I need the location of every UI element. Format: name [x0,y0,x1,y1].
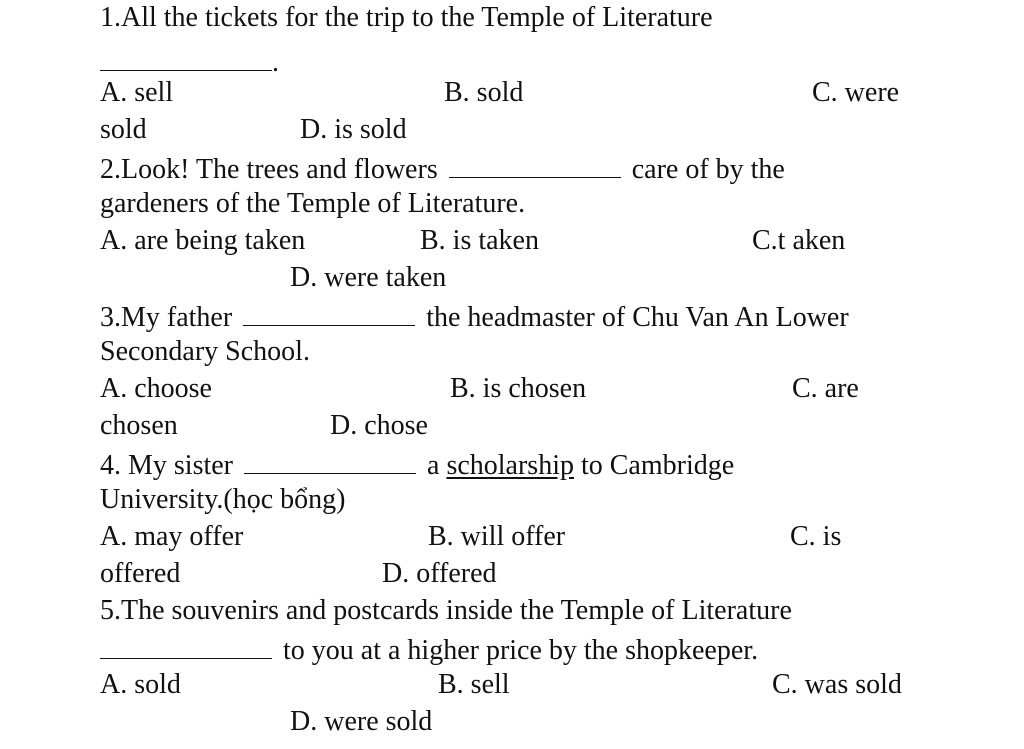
q4-stem-line2: University.(học bổng) [100,484,346,515]
q2-stem-before: 2.Look! The trees and flowers [100,154,438,185]
q1-option-a: A. sell [100,77,174,108]
q1-option-d: D. is sold [300,114,407,145]
q4-option-d: D. offered [382,558,497,589]
q4-option-a: A. may offer [100,521,244,552]
q5-option-a: A. sold [100,669,181,700]
q3-stem-after: the headmaster of Chu Van An Lower [426,302,849,333]
q1-option-b: B. sold [444,77,524,108]
q2-stem-after: care of by the [631,154,785,185]
q5-stem-after: to you at a higher price by the shopkeeper. [283,635,759,666]
q2-stem-line2: gardeners of the Temple of Literature. [100,188,526,219]
q4-option-c: C. is [790,521,842,552]
q5-option-d: D. were sold [290,706,433,737]
q3-blank [243,299,415,326]
q1-blank [100,44,272,71]
q3-stem-before: 3.My father [100,302,233,333]
q4-stem-after: to Cambridge [580,450,735,481]
q3-stem [100,299,849,334]
q2-option-c: C.t aken [752,225,846,256]
q3-option-a: A. choose [100,373,212,404]
q1-period: . [272,47,279,78]
q3-option-d: D. chose [330,410,428,441]
q3-stem-line2: Secondary School. [100,336,310,367]
q1-stem: 1.All the tickets for the trip to the Temple of Literature [100,2,713,33]
q1-option-c-cont: sold [100,114,147,145]
q2-option-b: B. is taken [420,225,539,256]
q5-option-b: B. sell [438,669,510,700]
q1-blank-line [100,44,279,79]
q4-underlined-word: scholarship [446,450,574,481]
q5-stem: 5.The souvenirs and postcards inside the Temple of Literature [100,595,792,626]
q4-stem-mid: a [427,450,440,481]
q4-option-c-cont: offered [100,558,181,589]
q4-stem [100,447,734,482]
q2-option-d: D. were taken [290,262,447,293]
q1-option-c: C. were [812,77,900,108]
q4-stem-before: 4. My sister [100,450,233,481]
q3-option-b: B. is chosen [450,373,587,404]
q4-blank [244,447,416,474]
q3-option-c-cont: chosen [100,410,178,441]
q5-stem-line2 [100,632,758,667]
q2-blank [449,151,621,178]
q3-option-c: C. are [792,373,859,404]
q5-blank [100,632,272,659]
q4-option-b: B. will offer [428,521,566,552]
q2-stem [100,151,785,186]
q5-option-c: C. was sold [772,669,902,700]
q2-option-a: A. are being taken [100,225,306,256]
